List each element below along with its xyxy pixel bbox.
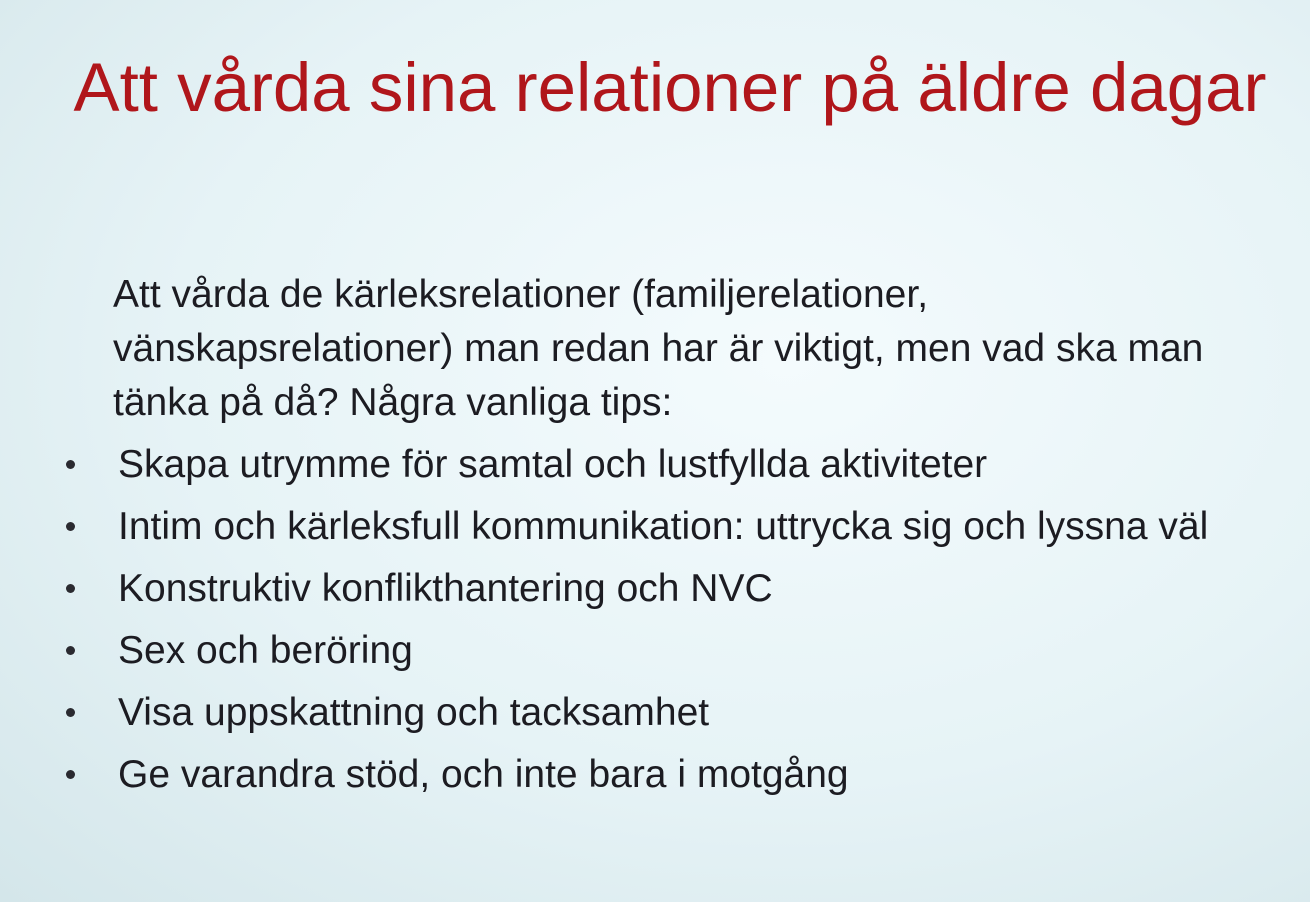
bullet-item	[60, 438, 1280, 492]
bullet-dot-icon	[66, 770, 75, 779]
bullet-dot-icon	[66, 522, 75, 531]
bullet-dot-icon	[66, 646, 75, 655]
bullet-text: Sex och beröring	[118, 629, 413, 672]
bullet-dot-icon	[66, 708, 75, 717]
bullet-text: Visa uppskattning och tacksamhet	[118, 691, 710, 734]
tips-bullet-list	[60, 438, 1280, 810]
bullet-text: Ge varandra stöd, och inte bara i motgång	[118, 753, 849, 796]
bullet-item	[60, 748, 1280, 802]
bullet-dot-icon	[66, 584, 75, 593]
bullet-text: Skapa utrymme för samtal och lustfyllda aktiviteter	[118, 443, 988, 486]
bullet-text: Konstruktiv konflikthantering och NVC	[118, 567, 773, 610]
bullet-item	[60, 562, 1280, 616]
bullet-item	[60, 624, 1280, 678]
slide-title: Att vårda sina relationer på äldre dagar	[73, 49, 1267, 126]
bullet-dot-icon	[66, 460, 75, 469]
bullet-text: Intim och kärleksfull kommunikation: uttrycka sig och lyssna väl	[118, 505, 1209, 548]
slide-intro-paragraph: Att vårda de kärleksrelationer (familjerelationer, vänskapsrelationer) man redan har är viktigt, men vad ska man tänka på då? Några vanliga tips:	[113, 273, 1204, 424]
bullet-item	[60, 500, 1280, 554]
bullet-item	[60, 686, 1280, 740]
